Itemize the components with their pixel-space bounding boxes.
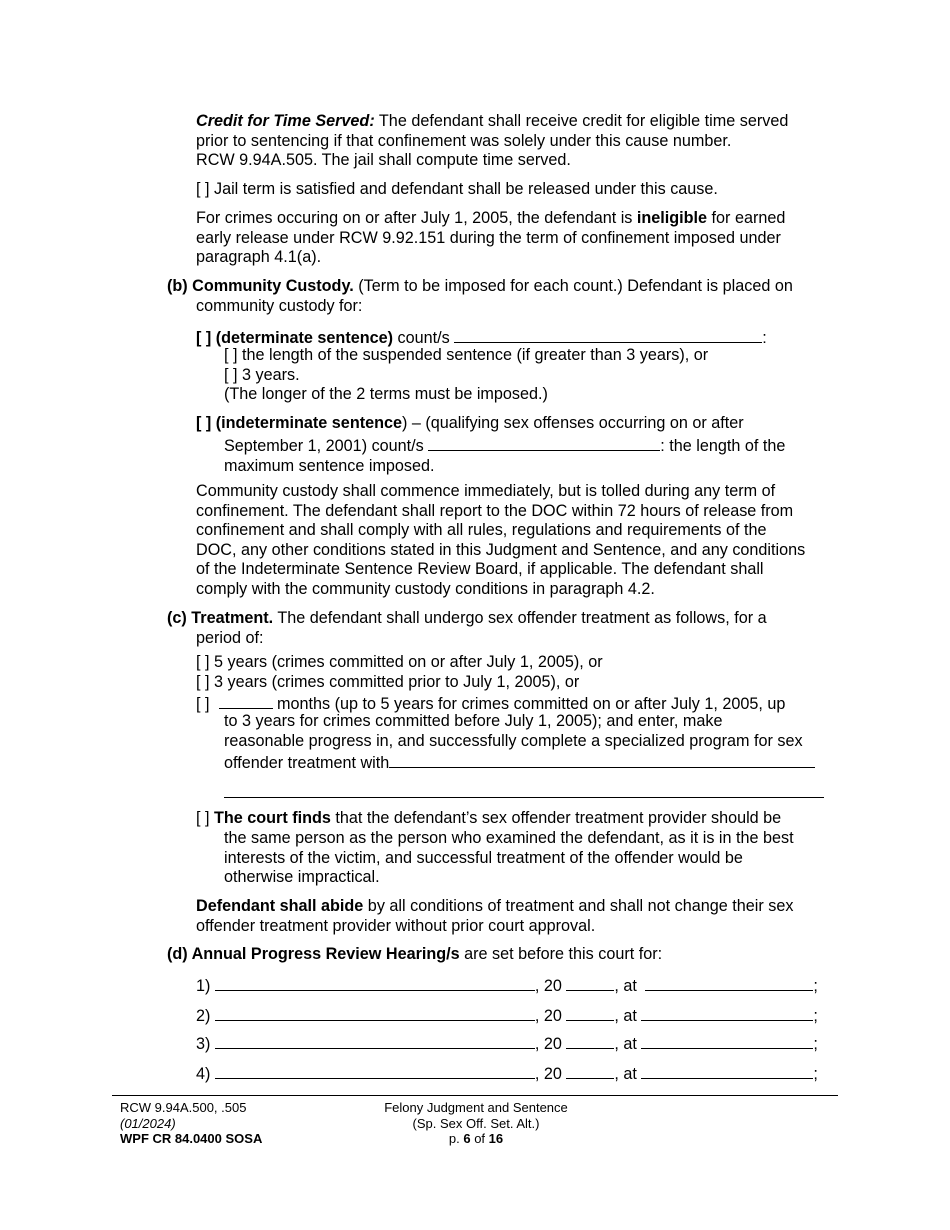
determinate-checkbox[interactable]: [ ] (determinate sentence): [196, 329, 393, 347]
court-finds-checkbox[interactable]: [ ]: [196, 809, 214, 827]
section-b-label: (b) Community Custody.: [167, 277, 354, 295]
footer-left: [120, 1100, 262, 1147]
indeterminate-line2a: September 1, 2001) count/s: [224, 437, 424, 455]
section-d-label: (d) Annual Progress Review Hearing/s: [167, 945, 460, 963]
hearing-end: ;: [813, 1007, 818, 1025]
hearing-date-field[interactable]: [215, 1062, 535, 1079]
footer-title: Felony Judgment and Sentence: [384, 1100, 568, 1115]
cc-line: DOC, any other conditions stated in this Judgment and Sentence, and any conditions: [196, 540, 806, 559]
hearing-year-field[interactable]: [566, 1032, 614, 1049]
treatment-line4: offender treatment with: [224, 754, 390, 773]
hearing-row: [196, 1004, 818, 1027]
release-line1a: For crimes occuring on or after July 1, 2005, the defendant is: [196, 209, 637, 227]
hearing-time-field[interactable]: [645, 974, 813, 991]
abide-bold: Defendant shall abide: [196, 897, 364, 915]
treatment-months-text: months (up to 5 years for crimes committed on or after July 1, 2005, up: [272, 695, 786, 714]
hearing-date-field[interactable]: [215, 974, 535, 991]
community-custody-paragraph: [196, 482, 805, 600]
treatment-option-months-checkbox[interactable]: [ ]: [196, 695, 210, 714]
hearing-year-field[interactable]: [566, 1004, 614, 1021]
hearing-date-field[interactable]: [215, 1004, 535, 1021]
credit-heading: Credit for Time Served:: [196, 112, 375, 130]
determinate-option-suspended[interactable]: [ ] the length of the suspended sentence (if greater than 3 years), or: [224, 346, 709, 364]
abide-line2: offender treatment provider without prior court approval.: [196, 916, 596, 935]
hearing-year-prefix: , 20: [534, 1065, 562, 1083]
determinate-text: count/s: [393, 329, 450, 347]
determinate-colon: :: [762, 329, 767, 347]
treatment-line3: reasonable progress in, and successfully complete a specialized program for sex: [224, 731, 803, 750]
section-c-label: (c) Treatment.: [167, 609, 274, 627]
court-finds-bold: The court finds: [214, 809, 331, 827]
page-of: of: [470, 1131, 489, 1146]
hearing-end: ;: [813, 977, 818, 995]
treatment-line2: to 3 years for crimes committed before July 1, 2005); and enter, make: [224, 712, 723, 730]
hearing-year-prefix: , 20: [534, 977, 562, 995]
determinate-option-3-years[interactable]: [ ] 3 years.: [224, 365, 300, 384]
cc-line: Community custody shall commence immediately, but is tolled during any term of: [196, 482, 776, 500]
hearing-number: 2): [196, 1007, 211, 1025]
hearing-year-field[interactable]: [566, 1062, 614, 1079]
footer-center: [356, 1100, 596, 1147]
hearing-time-field[interactable]: [641, 1032, 813, 1049]
treatment-options: [196, 653, 785, 715]
footer-rcw: RCW 9.94A.500, .505: [120, 1100, 247, 1115]
section-d-text: are set before this court for:: [459, 945, 663, 963]
indeterminate-line2: [224, 434, 785, 476]
section-b-heading: [167, 277, 793, 316]
determinate-counts-field[interactable]: [454, 326, 762, 343]
treatment-months-continued: [224, 712, 815, 774]
cc-line: comply with the community custody conditions in paragraph 4.2.: [196, 579, 655, 598]
section-c-heading: [167, 609, 767, 648]
determinate-note: (The longer of the 2 terms must be imposed.): [224, 385, 548, 404]
abide-text: by all conditions of treatment and shall not change their sex: [363, 897, 794, 915]
court-finds-continued: [224, 829, 794, 888]
section-d-heading: [167, 945, 662, 965]
court-finds-line: [196, 809, 781, 829]
determinate-options: [224, 346, 708, 405]
section-c-text1: The defendant shall undergo sex offender treatment as follows, for a: [273, 609, 767, 627]
cc-line: of the Indeterminate Sentence Review Board, if applicable. The defendant shall: [196, 560, 764, 579]
cc-line: confinement. The defendant shall report to the DOC within 72 hours of release from: [196, 501, 794, 520]
cc-line: confinement and shall comply with all rules, regulations and requirements of the: [196, 521, 767, 540]
footer-page-number: [356, 1131, 596, 1147]
treatment-months-field[interactable]: [219, 692, 273, 709]
section-c-text2: period of:: [196, 628, 264, 647]
hearing-at: , at: [614, 977, 637, 995]
treatment-option-5-years[interactable]: [ ] 5 years (crimes committed on or after July 1, 2005), or: [196, 653, 603, 671]
jail-term-checkbox-line[interactable]: [ ] Jail term is satisfied and defendant shall be released under this cause.: [196, 180, 718, 198]
indeterminate-checkbox[interactable]: [ ] (indeterminate sentence: [196, 414, 402, 432]
court-finds-line2: the same person as the person who examined the defendant, as it is in the best: [224, 829, 794, 847]
release-line1c: for earned: [707, 209, 786, 227]
hearing-date-field[interactable]: [215, 1032, 535, 1049]
page-current: 6: [463, 1131, 471, 1146]
hearing-end: ;: [813, 1035, 818, 1053]
credit-line3: RCW 9.94A.505. The jail shall compute time served.: [196, 151, 571, 170]
treatment-provider-field-line2[interactable]: [224, 797, 824, 798]
footer-divider: [112, 1095, 838, 1096]
indeterminate-line3: maximum sentence imposed.: [224, 456, 435, 475]
hearing-number: 3): [196, 1035, 211, 1053]
release-line3: paragraph 4.1(a).: [196, 248, 322, 267]
release-line2: early release under RCW 9.92.151 during the term of confinement imposed under: [196, 228, 781, 247]
release-ineligible: ineligible: [636, 209, 708, 227]
hearing-row: [196, 1032, 818, 1055]
abide-paragraph: [196, 897, 793, 936]
court-finds-line4: otherwise impractical.: [224, 868, 380, 887]
indeterminate-text: ) – (qualifying sex offenses occurring on or after: [402, 414, 744, 432]
section-b-text2: community custody for:: [196, 296, 363, 315]
hearing-year-prefix: , 20: [534, 1007, 562, 1025]
indeterminate-line2b: : the length of the: [660, 437, 786, 455]
footer-subtitle: (Sp. Sex Off. Set. Alt.): [412, 1115, 540, 1131]
hearing-row: [196, 1062, 818, 1085]
indeterminate-line: [196, 414, 744, 434]
hearing-time-field[interactable]: [641, 1062, 813, 1079]
hearing-at: , at: [614, 1065, 637, 1083]
footer-form-number: WPF CR 84.0400 SOSA: [120, 1131, 263, 1146]
section-b-text1: (Term to be imposed for each count.) Defendant is placed on: [353, 277, 793, 295]
credit-paragraph: [196, 112, 788, 171]
hearing-end: ;: [813, 1065, 818, 1083]
indeterminate-counts-field[interactable]: [428, 434, 660, 451]
hearing-year-field[interactable]: [566, 974, 614, 991]
court-finds-text: that the defendant’s sex offender treatment provider should be: [330, 809, 782, 827]
footer-date: (01/2024): [120, 1115, 176, 1131]
hearing-at: , at: [614, 1007, 637, 1025]
court-finds-line3: interests of the victim, and successful treatment of the offender would be: [224, 848, 743, 867]
treatment-option-3-years[interactable]: [ ] 3 years (crimes committed prior to July 1, 2005), or: [196, 672, 580, 691]
page-prefix: p.: [448, 1131, 464, 1146]
hearing-time-field[interactable]: [641, 1004, 813, 1021]
release-paragraph: [196, 209, 785, 268]
hearing-row: [196, 974, 818, 997]
page-total: 16: [488, 1131, 504, 1146]
credit-line2: prior to sentencing if that confinement was solely under this cause number.: [196, 131, 732, 150]
treatment-provider-field[interactable]: [389, 751, 815, 768]
hearing-year-prefix: , 20: [534, 1035, 562, 1053]
credit-line1: The defendant shall receive credit for eligible time served: [374, 112, 789, 130]
hearing-at: , at: [614, 1035, 637, 1053]
hearing-number: 4): [196, 1065, 211, 1083]
hearing-number: 1): [196, 977, 211, 995]
